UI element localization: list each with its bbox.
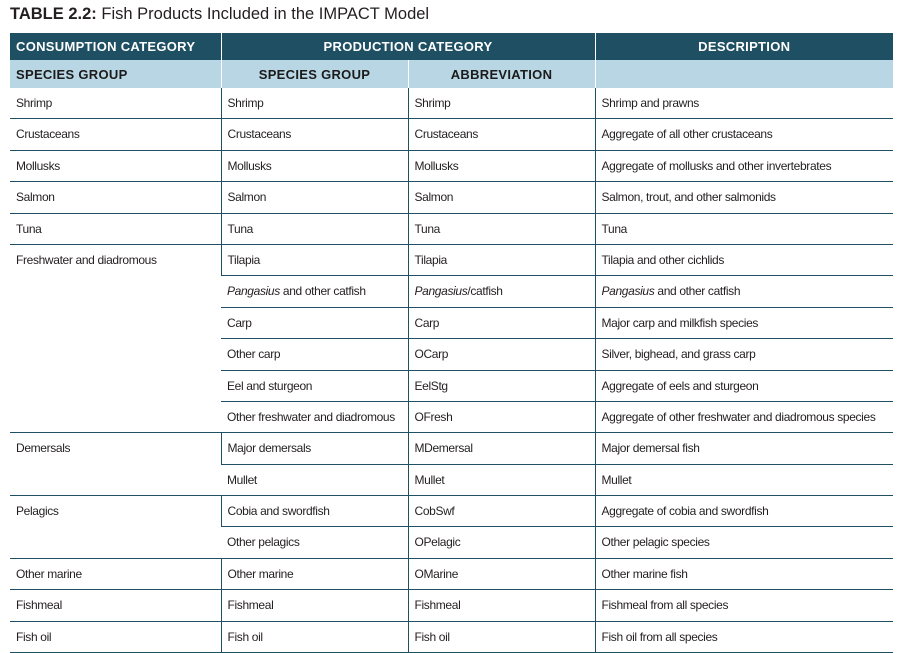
abbreviation-cell-value: Fish oil [414, 629, 450, 644]
abbreviation-cell-text [415, 622, 589, 644]
production-species-cell [221, 527, 408, 558]
abbreviation-cell [408, 558, 595, 589]
italic-genus-text: Pangasius [414, 284, 468, 299]
production-species-cell-value: Other pelagics [227, 535, 300, 550]
consumption-species-text: Pelagics [16, 504, 59, 519]
consumption-species-cell [10, 213, 221, 244]
production-species-cell-text [227, 276, 402, 298]
description-cell [595, 339, 893, 370]
description-cell-text [602, 496, 888, 518]
abbreviation-cell-value: Mollusks [414, 158, 459, 173]
abbreviation-cell [408, 119, 595, 150]
abbreviation-cell-value: Shrimp [414, 96, 451, 110]
table-row [10, 213, 893, 244]
abbreviation-cell-value: CobSwf [414, 504, 455, 519]
production-species-cell [221, 621, 408, 652]
description-cell-value: Aggregate of cobia and swordfish [601, 504, 769, 519]
table-row [10, 182, 893, 213]
description-cell-value: Major demersal fish [601, 441, 700, 456]
abbreviation-cell [408, 496, 595, 527]
table-row [10, 119, 893, 150]
production-species-cell [221, 119, 408, 150]
table-number: TABLE 2.2: [10, 5, 97, 23]
production-species-cell-text [228, 88, 402, 110]
consumption-species-cell [10, 182, 221, 213]
production-species-cell-text [227, 402, 402, 424]
production-species-cell-text [228, 245, 402, 267]
subheader-description-blank [595, 60, 893, 88]
description-cell-value: Fishmeal from all species [601, 598, 729, 613]
abbreviation-cell-text [415, 433, 589, 455]
table-row [10, 433, 893, 464]
abbreviation-cell-value: OMarine [414, 566, 459, 581]
description-cell [595, 401, 893, 432]
abbreviation-cell-value: Salmon [414, 190, 454, 205]
abbreviation-cell [408, 370, 595, 401]
production-species-cell [221, 88, 408, 119]
consumption-species-text: Tuna [16, 221, 42, 236]
abbreviation-cell-text [415, 276, 589, 298]
description-cell-value: Tilapia and other cichlids [601, 252, 725, 267]
production-species-cell-value: Other marine [227, 566, 294, 581]
abbreviation-cell [408, 244, 595, 275]
description-cell [595, 621, 893, 652]
abbreviation-cell [408, 527, 595, 558]
description-cell-value: Other marine fish [601, 566, 688, 581]
production-species-cell-value: Other freshwater and diadromous [227, 409, 395, 424]
production-species-cell-value: Tilapia [227, 252, 260, 267]
header-consumption-category: CONSUMPTION CATEGORY [10, 33, 221, 60]
table-row [10, 558, 893, 589]
header-description: DESCRIPTION [595, 33, 893, 60]
production-species-cell-value: Mullet [227, 472, 257, 487]
description-cell [595, 433, 893, 464]
abbreviation-cell-value: Tuna [414, 221, 441, 236]
description-cell [595, 276, 893, 307]
production-species-cell-text [228, 433, 402, 455]
table-body [10, 88, 893, 653]
production-species-cell [221, 182, 408, 213]
description-cell-text [602, 590, 888, 612]
description-cell-text [602, 276, 888, 298]
abbreviation-cell-value: Fishmeal [414, 598, 461, 613]
description-cell [595, 119, 893, 150]
description-cell [595, 527, 893, 558]
production-species-cell-text [228, 590, 402, 612]
subheader-production-species-group: SPECIES GROUP [221, 60, 408, 88]
abbreviation-cell [408, 339, 595, 370]
italic-genus-text: Pangasius [601, 284, 655, 299]
production-species-cell [221, 433, 408, 464]
abbreviation-cell-text [415, 88, 589, 110]
production-species-cell-text [227, 371, 402, 393]
production-species-cell [221, 276, 408, 307]
production-species-cell [221, 464, 408, 495]
description-cell-text [602, 308, 888, 330]
abbreviation-cell [408, 621, 595, 652]
table-row [10, 244, 893, 275]
abbreviation-cell [408, 88, 595, 119]
abbreviation-cell [408, 307, 595, 338]
production-species-cell [221, 590, 408, 621]
abbreviation-cell [408, 150, 595, 181]
abbreviation-cell-text [415, 119, 589, 141]
description-cell [595, 590, 893, 621]
production-species-cell-text [227, 339, 402, 361]
production-species-cell-text [227, 465, 402, 487]
abbreviation-cell [408, 590, 595, 621]
description-cell-value: Shrimp and prawns [601, 96, 699, 110]
consumption-species-cell [10, 590, 221, 621]
description-cell-value: and other catfish [654, 284, 741, 299]
production-species-cell-value: Fishmeal [227, 598, 274, 613]
production-species-cell-value: Mollusks [227, 158, 272, 173]
abbreviation-cell-text [415, 559, 589, 581]
description-cell-text [602, 402, 888, 424]
abbreviation-cell [408, 464, 595, 495]
description-cell-text [602, 622, 888, 644]
abbreviation-cell-text [415, 245, 589, 267]
abbreviation-cell-value: MDemersal [414, 441, 473, 456]
abbreviation-cell-text [415, 402, 589, 424]
description-cell-text [602, 339, 888, 361]
abbreviation-cell [408, 433, 595, 464]
subheader-abbreviation: ABBREVIATION [408, 60, 595, 88]
consumption-species-text: Fish oil [16, 629, 52, 644]
consumption-species-cell [10, 433, 221, 496]
consumption-species-text: Freshwater and diadromous [16, 252, 157, 267]
description-cell-text [602, 151, 888, 173]
consumption-species-cell [10, 558, 221, 589]
abbreviation-cell-value: OPelagic [414, 535, 461, 550]
abbreviation-cell-text [415, 339, 589, 361]
abbreviation-cell [408, 276, 595, 307]
abbreviation-cell-text [415, 590, 589, 612]
consumption-species-cell [10, 119, 221, 150]
production-species-cell-text [228, 182, 402, 204]
fish-products-table [10, 33, 893, 653]
table-title: Fish Products Included in the IMPACT Model [101, 5, 430, 23]
description-cell [595, 558, 893, 589]
production-species-cell-value: Cobia and swordfish [227, 504, 330, 519]
abbreviation-cell-text [415, 182, 589, 204]
abbreviation-cell-text [415, 371, 589, 393]
description-cell-value: Fish oil from all species [601, 629, 718, 644]
description-cell-text [602, 527, 888, 549]
abbreviation-cell-value: Crustaceans [414, 127, 479, 142]
table-row [10, 88, 893, 119]
description-cell-text [602, 88, 888, 110]
production-species-cell-value: Salmon [227, 190, 267, 205]
description-cell-value: Tuna [601, 221, 628, 236]
consumption-species-cell [10, 621, 221, 652]
subheader-consumption-species-group: SPECIES GROUP [10, 60, 221, 88]
header-production-category: PRODUCTION CATEGORY [221, 33, 595, 60]
consumption-species-text: Fishmeal [16, 598, 62, 613]
abbreviation-cell-value: OCarp [414, 347, 449, 362]
header-row-primary [10, 33, 893, 60]
production-species-cell-value: and other catfish [279, 284, 366, 299]
description-cell [595, 244, 893, 275]
consumption-species-text: Other marine [16, 566, 82, 581]
production-species-cell [221, 150, 408, 181]
description-cell-text [602, 214, 888, 236]
description-cell [595, 496, 893, 527]
description-cell [595, 464, 893, 495]
consumption-species-cell [10, 244, 221, 432]
consumption-species-text: Mollusks [16, 158, 60, 173]
table-row [10, 590, 893, 621]
description-cell-value: Other pelagic species [601, 535, 710, 550]
abbreviation-cell-value: Mullet [414, 472, 445, 487]
production-species-cell-value: Tuna [227, 221, 254, 236]
consumption-species-text: Demersals [16, 441, 71, 456]
production-species-cell [221, 339, 408, 370]
abbreviation-cell-text [415, 496, 589, 518]
description-cell-value: Mullet [601, 472, 632, 487]
table-row [10, 150, 893, 181]
description-cell-text [602, 245, 888, 267]
abbreviation-cell-text [415, 527, 589, 549]
production-species-cell-value: Eel and sturgeon [227, 378, 313, 393]
production-species-cell-value: Crustaceans [227, 127, 292, 142]
description-cell-value: Salmon, trout, and other salmonids [601, 190, 776, 205]
production-species-cell-text [228, 151, 402, 173]
description-cell-text [602, 433, 888, 455]
description-cell-value: Aggregate of other freshwater and diadromous species [601, 409, 876, 424]
production-species-cell [221, 213, 408, 244]
production-species-cell-text [228, 214, 402, 236]
description-cell [595, 370, 893, 401]
abbreviation-cell-text [415, 151, 589, 173]
description-cell [595, 182, 893, 213]
abbreviation-cell-value: OFresh [414, 409, 453, 424]
abbreviation-cell [408, 401, 595, 432]
consumption-species-cell [10, 88, 221, 119]
description-cell-value: Silver, bighead, and grass carp [601, 347, 756, 362]
italic-genus-text: Pangasius [227, 284, 280, 299]
consumption-species-text: Salmon [16, 190, 55, 205]
production-species-cell [221, 496, 408, 527]
consumption-species-cell [10, 496, 221, 559]
abbreviation-cell-text [415, 308, 589, 330]
description-cell-text [602, 119, 888, 141]
production-species-cell-text [228, 496, 402, 518]
production-species-cell [221, 370, 408, 401]
description-cell [595, 307, 893, 338]
production-species-cell-text [228, 622, 402, 644]
production-species-cell [221, 558, 408, 589]
production-species-cell-value: Major demersals [227, 441, 311, 456]
description-cell-text [602, 182, 888, 204]
production-species-cell-text [228, 119, 402, 141]
abbreviation-cell-text [415, 465, 589, 487]
abbreviation-cell-value: EelStg [414, 378, 448, 393]
abbreviation-cell-value: Tilapia [414, 252, 447, 267]
description-cell-text [602, 465, 888, 487]
consumption-species-text: Shrimp [16, 96, 52, 110]
production-species-cell-text [227, 527, 402, 549]
production-species-cell-value: Other carp [227, 347, 281, 362]
table-caption [10, 3, 429, 25]
description-cell-text [602, 371, 888, 393]
description-cell-value: Aggregate of mollusks and other invertebrates [601, 158, 832, 173]
abbreviation-cell-value: /catfish [467, 284, 503, 299]
production-species-cell [221, 307, 408, 338]
description-cell [595, 150, 893, 181]
production-species-cell-value: Fish oil [227, 629, 263, 644]
consumption-species-text: Crustaceans [16, 127, 80, 142]
production-species-cell [221, 244, 408, 275]
description-cell-value: Aggregate of eels and sturgeon [601, 378, 759, 393]
description-cell-value: Major carp and milkfish species [601, 315, 759, 330]
abbreviation-cell-value: Carp [414, 315, 440, 330]
abbreviation-cell [408, 213, 595, 244]
description-cell [595, 88, 893, 119]
production-species-cell-text [227, 308, 402, 330]
production-species-cell-value: Carp [227, 315, 252, 330]
production-species-cell [221, 401, 408, 432]
header-row-secondary [10, 60, 893, 88]
description-cell-value: Aggregate of all other crustaceans [601, 127, 773, 142]
description-cell [595, 213, 893, 244]
consumption-species-cell [10, 150, 221, 181]
production-species-cell-text [228, 559, 402, 581]
abbreviation-cell-text [415, 214, 589, 236]
abbreviation-cell [408, 182, 595, 213]
production-species-cell-value: Shrimp [227, 96, 264, 110]
table-row [10, 621, 893, 652]
description-cell-text [602, 559, 888, 581]
table-row [10, 496, 893, 527]
